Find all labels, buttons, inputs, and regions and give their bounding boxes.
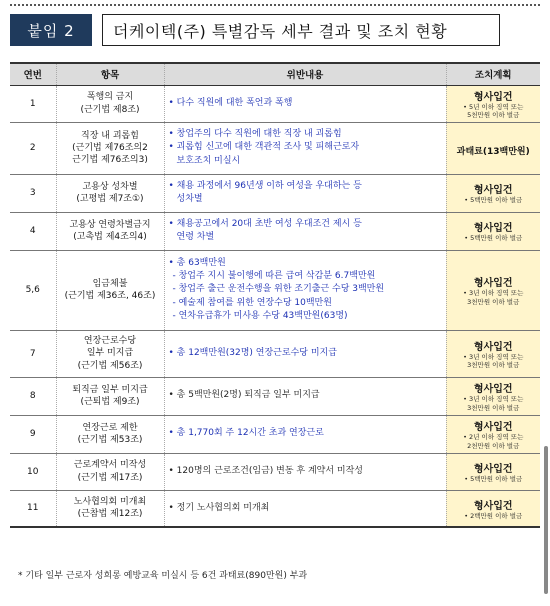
violation-cell [164,330,446,377]
row-number: 11 [10,490,56,527]
action-penalty: 3천만원 이하 벌금 [467,361,520,369]
row-number: 9 [10,415,56,453]
item-line: (근기법 제56조) [77,360,143,371]
violation-line: 성차별 [176,194,203,204]
action-penalty: • 3년 이하 징역 또는 [463,352,524,361]
action-cell [446,122,540,174]
violation-line: • 채용공고에서 20대 초반 여성 우대조건 제시 등 [168,218,362,229]
table-row [10,453,540,490]
row-number: 3 [10,174,56,212]
action-penalty: 3천만원 이하 벌금 [467,403,520,412]
violation-cell [164,122,446,174]
action-main: 형사입건 [473,463,513,475]
action-main: 과태료(13백만원) [456,146,530,157]
action-penalty: 5천만원 이하 벌금 [467,111,520,119]
item-line: 근기법 제76조의3) [72,155,148,166]
item-cell [56,174,164,212]
violation-line: • 다수 직원에 대한 폭언과 폭행 [168,97,293,108]
violation-line: • 괴롭힘 신고에 대한 객관적 조사 및 피해근로자 [168,142,360,153]
item-line: 연장근로 제한 [82,422,138,433]
violation-line: - 창업주 출근 운전수행을 위한 조기출근 수당 3백만원 [172,284,385,295]
item-line: (근기법 제76조의2 [72,142,148,153]
row-number: 8 [10,377,56,415]
table-row [10,377,540,415]
item-line: (근기법 제8조) [80,104,140,115]
item-line: (근참법 제12조) [77,509,143,520]
action-cell [446,212,540,250]
action-cell [446,85,540,122]
item-line: 폭행의 금지 [86,92,134,103]
row-number: 2 [10,122,56,174]
violation-line: 연령 차별 [176,232,215,242]
violation-cell [164,453,446,490]
footnote: * 기타 일부 근로자 성희롱 예방교육 미실시 등 6건 과태료(890만원) 부과 [18,571,308,581]
attachment-badge: 붙임 2 [10,14,92,46]
item-line: 임금체불 [92,278,128,289]
action-main: 형사입건 [473,91,513,103]
violation-cell [164,212,446,250]
table-row [10,174,540,212]
action-penalty: • 2년 이하 징역 또는 [463,433,524,442]
item-cell [56,85,164,122]
item-line: 연장근로수당 [83,336,137,347]
violation-line: - 연차유급휴가 미사용 수당 43백만원(63명) [172,310,348,321]
violation-line: • 총 1,770회 주 12시간 초과 연장근로 [168,428,324,439]
violation-line: - 예술제 참여를 위한 연장수당 10백만원 [172,297,332,308]
action-cell [446,250,540,330]
action-penalty: 2천만원 이하 벌금 [467,441,520,450]
item-line: 퇴직금 일부 미지급 [72,384,148,395]
column-header-action: 조치계획 [446,63,540,85]
item-cell [56,415,164,453]
top-dotted-rule [10,4,540,6]
item-line: 직장 내 괴롭힘 [81,130,139,141]
item-cell [56,330,164,377]
row-number: 7 [10,330,56,377]
item-line: 일부 미지급 [86,348,134,359]
item-line: 노사협의회 미개최 [73,497,147,508]
violation-line: • 총 5백만원(2명) 퇴직금 일부 미지급 [168,390,320,401]
column-header-num: 연번 [10,63,56,85]
violation-line: - 창업주 지시 불이행에 따른 급여 삭감분 6.7백만원 [172,271,376,282]
action-penalty: • 3년 이하 징역 또는 [463,395,524,404]
action-main: 형사입건 [473,278,513,290]
violation-line: • 채용 과정에서 96년생 이하 여성을 우대하는 등 [168,180,362,191]
table-row [10,212,540,250]
table-row [10,330,540,377]
action-main: 형사입건 [473,422,513,434]
inspection-results-table [10,62,540,528]
violation-cell [164,174,446,212]
action-cell [446,174,540,212]
table-row [10,122,540,174]
action-main: 형사입건 [473,384,513,396]
row-number: 4 [10,212,56,250]
action-main: 형사입건 [473,185,513,197]
row-number: 5,6 [10,250,56,330]
action-penalty: • 5백만원 이하 벌금 [464,196,523,205]
item-line: 고용상 성차별 [82,181,138,192]
table-header-row [10,63,540,85]
item-line: (근퇴법 제9조) [80,397,140,407]
column-header-item: 항목 [56,63,164,85]
item-line: (근기법 제36조, 46조) [64,291,156,301]
violation-line: • 120명의 근로조건(임금) 변동 후 계약서 미작성 [168,465,363,476]
violation-cell [164,415,446,453]
item-cell [56,122,164,174]
action-cell [446,490,540,527]
action-penalty: 3천만원 이하 벌금 [467,297,520,306]
action-penalty: • 2백만원 이하 벌금 [464,511,523,520]
row-number: 1 [10,85,56,122]
table-row [10,415,540,453]
item-cell [56,377,164,415]
violation-line: 보호조치 미실시 [176,155,241,166]
violation-line: • 정기 노사협의회 미개최 [168,502,270,513]
scrollbar[interactable] [544,446,548,594]
action-penalty: • 5년 이하 징역 또는 [463,102,524,111]
item-cell [56,250,164,330]
item-line: (고평법 제7조①) [76,194,144,204]
action-penalty: • 5백만원 이하 벌금 [464,234,523,243]
item-cell [56,212,164,250]
item-line: (근기법 제53조) [77,435,143,445]
violation-line: • 창업주의 다수 직원에 대한 직장 내 괴롭힘 [168,129,342,140]
row-number: 10 [10,453,56,490]
section-header [10,14,500,46]
table-row [10,490,540,527]
action-cell [446,330,540,377]
item-cell [56,453,164,490]
violation-cell [164,250,446,330]
violation-cell [164,85,446,122]
action-penalty: • 5백만원 이하 벌금 [464,474,523,483]
action-cell [446,453,540,490]
action-main: 형사입건 [473,341,513,353]
item-line: (고촉법 제4조의4) [73,232,147,242]
action-main: 형사입건 [473,223,513,235]
item-line: (근기법 제17조) [77,472,143,483]
violation-line: • 총 12백만원(32명) 연장근로수당 미지급 [168,347,337,358]
violation-cell [164,377,446,415]
violation-line: • 총 63백만원 [168,258,226,269]
table-row [10,250,540,330]
action-cell [446,377,540,415]
action-cell [446,415,540,453]
table-row [10,85,540,122]
page-title: 더케이텍(주) 특별감독 세부 결과 및 조치 현황 [102,14,500,46]
item-line: 고용상 연령차별금지 [69,219,151,230]
action-penalty: • 3년 이하 징역 또는 [463,289,524,298]
column-header-violation: 위반내용 [164,63,446,85]
violation-cell [164,490,446,527]
item-line: 근로계약서 미작성 [73,460,147,471]
item-cell [56,490,164,527]
action-main: 형사입건 [473,500,513,512]
